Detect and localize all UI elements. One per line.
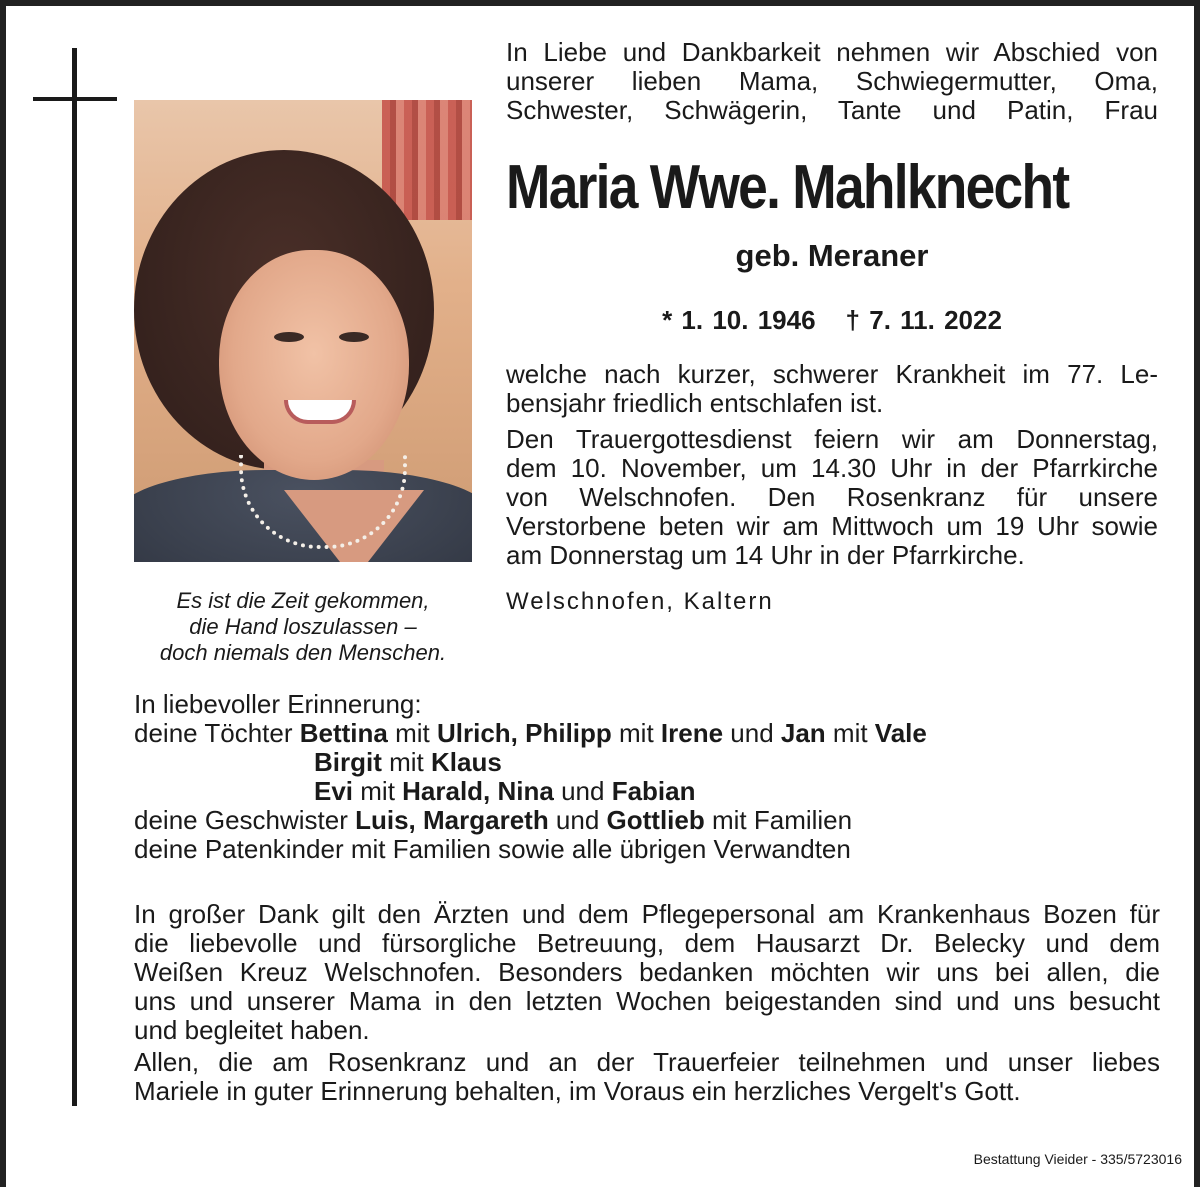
death-paragraph [506, 360, 1158, 418]
mourners-text: mit [353, 776, 403, 806]
paragraph-line: Weißen Kreuz Welschnofen. Besonders bedanken möchten wir uns bei allen, die [134, 957, 1160, 987]
intro-line: In Liebe und Dankbarkeit nehmen wir Abschied von [506, 37, 1158, 67]
paragraph-line: die liebevolle und fürsorgliche Betreuung, dem Hausarzt Dr. Belecky und dem [134, 928, 1160, 958]
mourner-name: Gottlieb [606, 805, 705, 835]
mourners-text: mit [387, 718, 437, 748]
mourner-name: Luis, Margareth [355, 805, 549, 835]
mourners-text: und [553, 776, 612, 806]
mourners-list [134, 690, 1164, 864]
mourner-name: Klaus [431, 747, 502, 777]
mourners-text: und [548, 805, 607, 835]
quote-line: doch niemals den Menschen. [159, 640, 447, 665]
paragraph-line: bensjahr friedlich entschlafen ist. [506, 388, 884, 418]
thanks-paragraph [134, 900, 1160, 1045]
portrait-photo [134, 100, 472, 562]
birth-date: * 1. 10. 1946 [662, 305, 816, 335]
quote-line: Es ist die Zeit gekommen, [176, 588, 430, 613]
mourners-text: mit [381, 747, 431, 777]
mourners-heading: In liebevoller Erinnerung: [134, 689, 422, 719]
mourners-text: mit Familien [704, 805, 853, 835]
intro-text [506, 38, 1158, 125]
mourners-text: deine Töchter [134, 718, 300, 748]
death-date: † 7. 11. 2022 [845, 305, 1002, 335]
paragraph-line: am Donnerstag um 14 Uhr in der Pfarrkirche. [506, 540, 1025, 570]
paragraph-line: und begleitet haben. [134, 1015, 370, 1045]
paragraph-line: Verstorbene beten wir am Mittwoch um 19 Uhr sowie [506, 511, 1158, 541]
life-dates [506, 305, 1158, 336]
maiden-name: geb. Meraner [735, 238, 929, 273]
mourners-text: und [723, 718, 781, 748]
cross-icon [72, 48, 77, 1106]
paragraph-line: von Welschnofen. Den Rosenkranz für unsere [506, 482, 1158, 512]
mourner-name: Vale [874, 718, 927, 748]
mourner-name: Harald, Nina [402, 776, 554, 806]
intro-line: unserer lieben Mama, Schwiegermutter, Oma, [506, 66, 1158, 96]
mourner-name: Ulrich, Philipp [436, 718, 612, 748]
paragraph-line: uns und unserer Mama in den letzten Wochen beigestanden sind und uns besucht [134, 986, 1160, 1016]
photo-face [219, 250, 409, 480]
service-paragraph [506, 425, 1158, 570]
mourners-text: deine Geschwister [134, 805, 356, 835]
deceased-name: Maria Wwe. Mahlknecht [506, 153, 1069, 222]
mourner-name: Fabian [611, 776, 696, 806]
paragraph-line: dem 10. November, um 14.30 Uhr in der Pfarrkirche [506, 453, 1158, 483]
mourner-name: Birgit [314, 747, 382, 777]
mourner-name: Irene [660, 718, 724, 748]
paragraph-line: In großer Dank gilt den Ärzten und dem Pflegepersonal am Krankenhaus Bozen für [134, 899, 1160, 929]
mourners-text: mit [825, 718, 875, 748]
places: Welschnofen, Kaltern [506, 588, 774, 615]
mourners-row [134, 777, 1164, 806]
paragraph-line: Mariele in guter Erinnerung behalten, im Voraus ein herzliches Vergelt's Gott. [134, 1076, 1021, 1106]
cross-icon-bar [33, 97, 117, 101]
mourner-name: Evi [314, 776, 354, 806]
paragraph-line: welche nach kurzer, schwerer Krankheit im 77. Le- [506, 359, 1158, 389]
mourners-row: deine Patenkinder mit Familien sowie alle übrigen Verwandten [134, 834, 851, 864]
mourners-row [134, 748, 1164, 777]
intro-line: Schwester, Schwägerin, Tante und Patin, Frau [506, 95, 1158, 125]
photo-eye-left [274, 332, 304, 342]
paragraph-line: Den Trauergottesdienst feiern wir am Donnerstag, [506, 424, 1158, 454]
mourners-text: mit [611, 718, 661, 748]
quote-line: die Hand loszulassen – [189, 614, 417, 639]
mourner-name: Jan [780, 718, 826, 748]
photo-eye-right [339, 332, 369, 342]
mourner-name: Bettina [299, 718, 388, 748]
closing-paragraph [134, 1048, 1160, 1106]
mourners-row [134, 719, 1164, 748]
mourners-row [134, 806, 1164, 835]
memorial-quote [134, 588, 472, 666]
paragraph-line: Allen, die am Rosenkranz und an der Trauerfeier teilnehmen und unser liebes [134, 1047, 1160, 1077]
funeral-home-credit: Bestattung Vieider - 335/5723016 [973, 1151, 1182, 1167]
